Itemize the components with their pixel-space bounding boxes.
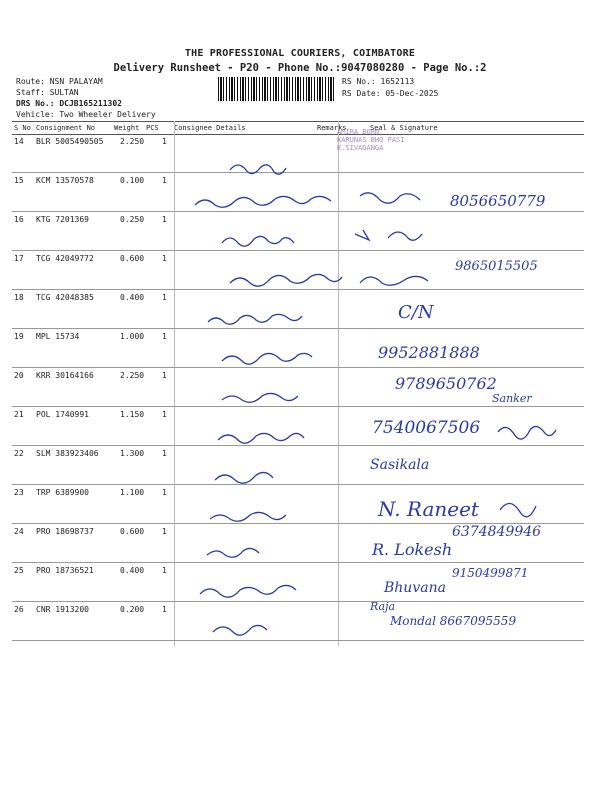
consignee-scribble xyxy=(218,433,304,443)
cell-consignment: MPL 15734 xyxy=(36,332,80,341)
cell-pcs: 1 xyxy=(162,137,167,146)
cell-pcs: 1 xyxy=(162,605,167,614)
cell-pcs: 1 xyxy=(162,332,167,341)
cell-weight: 1.150 xyxy=(120,410,145,419)
cell-weight: 0.400 xyxy=(120,293,145,302)
drs-label: DRS No.: DCJB165211302 xyxy=(16,99,122,108)
staff-label: Staff: SULTAN xyxy=(16,88,79,97)
cell-sno: 16 xyxy=(14,215,24,224)
rs-date: RS Date: 05-Dec-2025 xyxy=(342,89,439,98)
handwritten-name: Bhuvana xyxy=(384,580,446,596)
document-title: THE PROFESSIONAL COURIERS, COIMBATORE xyxy=(184,48,416,59)
cell-pcs: 1 xyxy=(162,527,167,536)
cell-pcs: 1 xyxy=(162,176,167,185)
cell-pcs: 1 xyxy=(162,254,167,263)
consignee-scribble xyxy=(222,353,312,364)
signature-scribble xyxy=(355,230,422,240)
col-remarks: Remarks xyxy=(317,124,347,132)
cell-pcs: 1 xyxy=(162,215,167,224)
cell-consignment: CNR 1913200 xyxy=(36,605,89,614)
consignee-scribble xyxy=(215,472,273,483)
handwritten-phone: 7540067506 xyxy=(372,418,481,438)
cell-pcs: 1 xyxy=(162,371,167,380)
signature-scribble xyxy=(360,193,420,203)
consignee-scribble xyxy=(222,393,298,402)
cell-sno: 19 xyxy=(14,332,24,341)
handwritten-phone: Mondal 8667095559 xyxy=(390,614,517,628)
cell-weight: 0.100 xyxy=(120,176,145,185)
consignee-scribble xyxy=(207,548,259,557)
handwritten-phone: 9789650762 xyxy=(395,374,497,393)
stamp-line: AMIRA BORN xyxy=(337,128,380,136)
stamp-line: KARUNAS BHO PASI xyxy=(337,136,405,144)
document-subtitle: Delivery Runsheet - P20 - Phone No.:9047080280 - Page No.:2 xyxy=(113,62,487,74)
handwritten-name: R. Lokesh xyxy=(372,540,453,559)
cell-pcs: 1 xyxy=(162,488,167,497)
consignee-scribble xyxy=(200,585,296,597)
cell-weight: 1.100 xyxy=(120,488,145,497)
signature-scribble xyxy=(498,426,556,439)
consignee-scribble xyxy=(230,165,286,174)
col-sno: S No xyxy=(14,124,31,132)
stamp-line: K.SIVAGANGA xyxy=(337,144,384,152)
rs-number: RS No.: 1652113 xyxy=(342,77,415,86)
col-weight: Weight xyxy=(114,124,140,132)
cell-weight: 1.300 xyxy=(120,449,145,458)
cell-sno: 23 xyxy=(14,488,24,497)
signature-scribble xyxy=(500,503,536,516)
cell-consignment: KCM 13570578 xyxy=(36,176,94,185)
cell-sno: 24 xyxy=(14,527,24,536)
cell-consignment: POL 1740991 xyxy=(36,410,89,419)
cell-pcs: 1 xyxy=(162,410,167,419)
cell-sno: 26 xyxy=(14,605,24,614)
handwritten-name: Sanker xyxy=(492,392,532,405)
cell-sno: 21 xyxy=(14,410,24,419)
cell-sno: 17 xyxy=(14,254,24,263)
handwritten-phone: 9150499871 xyxy=(452,566,529,580)
cell-sno: 14 xyxy=(14,137,24,146)
route-label: Route: NSN PALAYAM xyxy=(16,77,103,86)
cell-pcs: 1 xyxy=(162,449,167,458)
cell-weight: 2.250 xyxy=(120,137,145,146)
cell-consignment: SLM 383923406 xyxy=(36,449,99,458)
handwritten-phone: 6374849946 xyxy=(452,524,542,540)
cell-sno: 20 xyxy=(14,371,24,380)
col-signature: Seal & Signature xyxy=(370,124,438,132)
handwritten-name: Raja xyxy=(370,600,396,613)
cell-weight: 0.600 xyxy=(120,254,145,263)
cell-weight: 0.250 xyxy=(120,215,145,224)
col-consignment: Consignment No xyxy=(36,124,96,132)
handwritten-name: Sasikala xyxy=(370,457,430,473)
cell-consignment: BLR 5005490505 xyxy=(36,137,104,146)
cell-consignment: KRR 30164166 xyxy=(36,371,94,380)
cell-sno: 18 xyxy=(14,293,24,302)
cell-consignment: TRP 6389900 xyxy=(36,488,89,497)
cell-pcs: 1 xyxy=(162,566,167,575)
cell-weight: 0.400 xyxy=(120,566,145,575)
consignee-scribble xyxy=(213,625,267,635)
cell-sno: 22 xyxy=(14,449,24,458)
consignee-scribble xyxy=(222,236,294,246)
handwritten-phone: 9952881888 xyxy=(378,343,480,362)
consignee-scribble xyxy=(210,512,286,521)
cell-sno: 25 xyxy=(14,566,24,575)
cell-weight: 0.600 xyxy=(120,527,145,536)
cell-consignment: KTG 7201369 xyxy=(36,215,89,224)
cell-weight: 1.000 xyxy=(120,332,145,341)
col-consignee: Consignee Details xyxy=(174,124,246,132)
vehicle-label: Vehicle: Two Wheeler Delivery xyxy=(16,110,156,119)
cell-weight: 0.200 xyxy=(120,605,145,614)
handwritten-phone: 9865015505 xyxy=(455,259,538,274)
col-pcs: PCS xyxy=(146,124,159,132)
cell-sno: 15 xyxy=(14,176,24,185)
cell-consignment: TCG 42048385 xyxy=(36,293,94,302)
handwritten-name: N. Raneet xyxy=(378,497,479,521)
consignee-scribble xyxy=(208,314,302,324)
signature-scribble xyxy=(360,276,428,285)
handwritten-note: C/N xyxy=(398,302,434,323)
consignee-scribble xyxy=(230,274,342,286)
cell-weight: 2.250 xyxy=(120,371,145,380)
cell-consignment: PRO 18736521 xyxy=(36,566,94,575)
handwritten-phone: 8056650779 xyxy=(450,192,546,210)
cell-consignment: TCG 42049772 xyxy=(36,254,94,263)
cell-pcs: 1 xyxy=(162,293,167,302)
consignee-scribble xyxy=(195,196,331,207)
cell-consignment: PRO 18698737 xyxy=(36,527,94,536)
